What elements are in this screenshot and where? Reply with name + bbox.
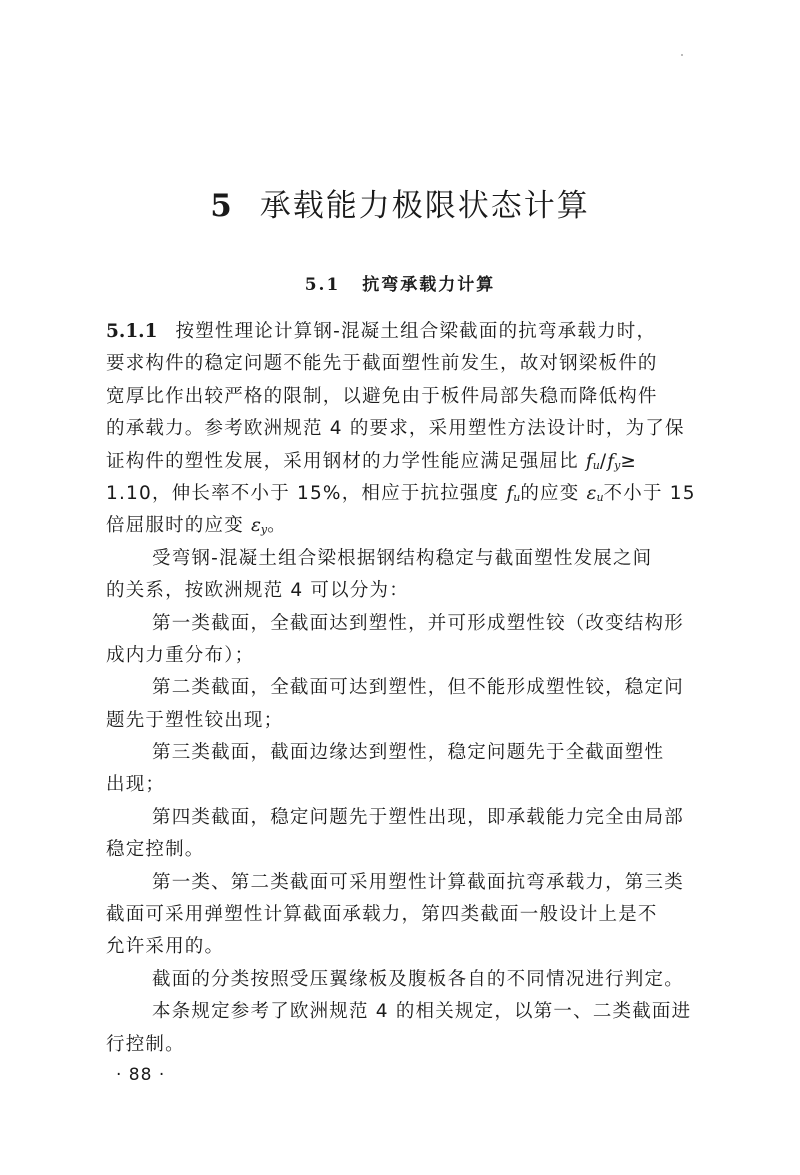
paragraph-line: 稳定控制。 [106,839,205,861]
formula-fy: $f_y$ [607,450,621,472]
clause-number: 5.1.1 [106,321,158,342]
paragraph-line: 第一类截面，全截面达到塑性，并可形成塑性铰（改变结构形 [152,612,684,634]
paragraph-line: 本条规定参考了欧洲规范 4 的相关规定，以第一、二类截面进 [152,1001,692,1023]
clause-line [106,510,726,542]
formula-fu: $f_u$ [585,450,600,472]
chapter-title-text: 承载能力极限状态计算 [259,188,590,224]
section-number: 5.1 [304,275,341,295]
paragraph-line: 题先于塑性铰出现； [106,709,284,731]
paragraph-line: 受弯钢-混凝土组合梁根据钢结构稳定与截面塑性发展之间 [152,547,653,569]
paragraph-line: 出现； [106,774,166,796]
clause-text: 要求构件的稳定问题不能先于截面塑性前发生，故对钢梁板件的 [106,353,658,375]
scan-speck [681,54,683,56]
formula-slash: / [599,450,608,472]
clause-line [106,478,726,510]
section-title [0,270,800,295]
paragraph-line: 行控制。 [106,1033,185,1055]
clause-text: 1.10，伸长率不小于 15%，相应于抗拉强度 [106,482,507,504]
paragraph-line: 截面的分类按照受压翼缘板及腹板各自的不同情况进行判定。 [152,968,684,990]
clause-text: 不小于 15 [603,482,696,504]
clause-text: 按塑性理论计算钢-混凝土组合梁截面的抗弯承载力时， [175,321,657,342]
page-number: · 88 · [116,1065,166,1085]
paragraph-line: 截面可采用弹塑性计算截面承载力，第四类截面一般设计上是不 [106,904,658,926]
paragraph-line: 成内力重分布）； [106,644,255,666]
formula-operator: ≥ [620,450,638,472]
clause-line [106,348,726,380]
clause-line [106,381,726,413]
clause-text: 。 [267,515,287,537]
clause-text: 倍屈服时的应变 [106,515,251,537]
paragraph-line: 第二类截面，全截面可达到塑性，但不能形成塑性铰，稳定问 [152,677,684,699]
clause-text: 的承载力。参考欧洲规范 4 的要求，采用塑性方法设计时，为了保 [106,418,685,440]
paragraph-line: 第三类截面，截面边缘达到塑性，稳定问题先于全截面塑性 [152,742,665,764]
formula-fu: $f_u$ [506,482,521,504]
clause-line [106,316,726,348]
formula-eps-y: $\varepsilon_y$ [250,515,268,537]
clause-text: 的应变 [520,482,587,504]
chapter-number: 5 [210,188,234,224]
clause-text: 宽厚比作出较严格的限制，以避免由于板件局部失稳而降低构件 [106,385,658,407]
paragraph-line: 第一类、第二类截面可采用塑性计算截面抗弯承载力，第三类 [152,871,684,893]
paragraph-line: 的关系，按欧洲规范 4 可以分为： [106,580,409,602]
chapter-title [0,180,800,225]
paragraph-line: 第四类截面，稳定问题先于塑性出现，即承载能力完全由局部 [152,806,684,828]
paragraph-line: 允许采用的。 [106,936,225,958]
body-text [106,316,726,1061]
clause-line [106,446,726,478]
clause-text: 证构件的塑性发展，采用钢材的力学性能应满足强屈比 [106,450,586,472]
section-title-text: 抗弯承载力计算 [362,275,496,295]
formula-eps-u: $\varepsilon_u$ [586,482,604,504]
clause-line [106,413,726,445]
